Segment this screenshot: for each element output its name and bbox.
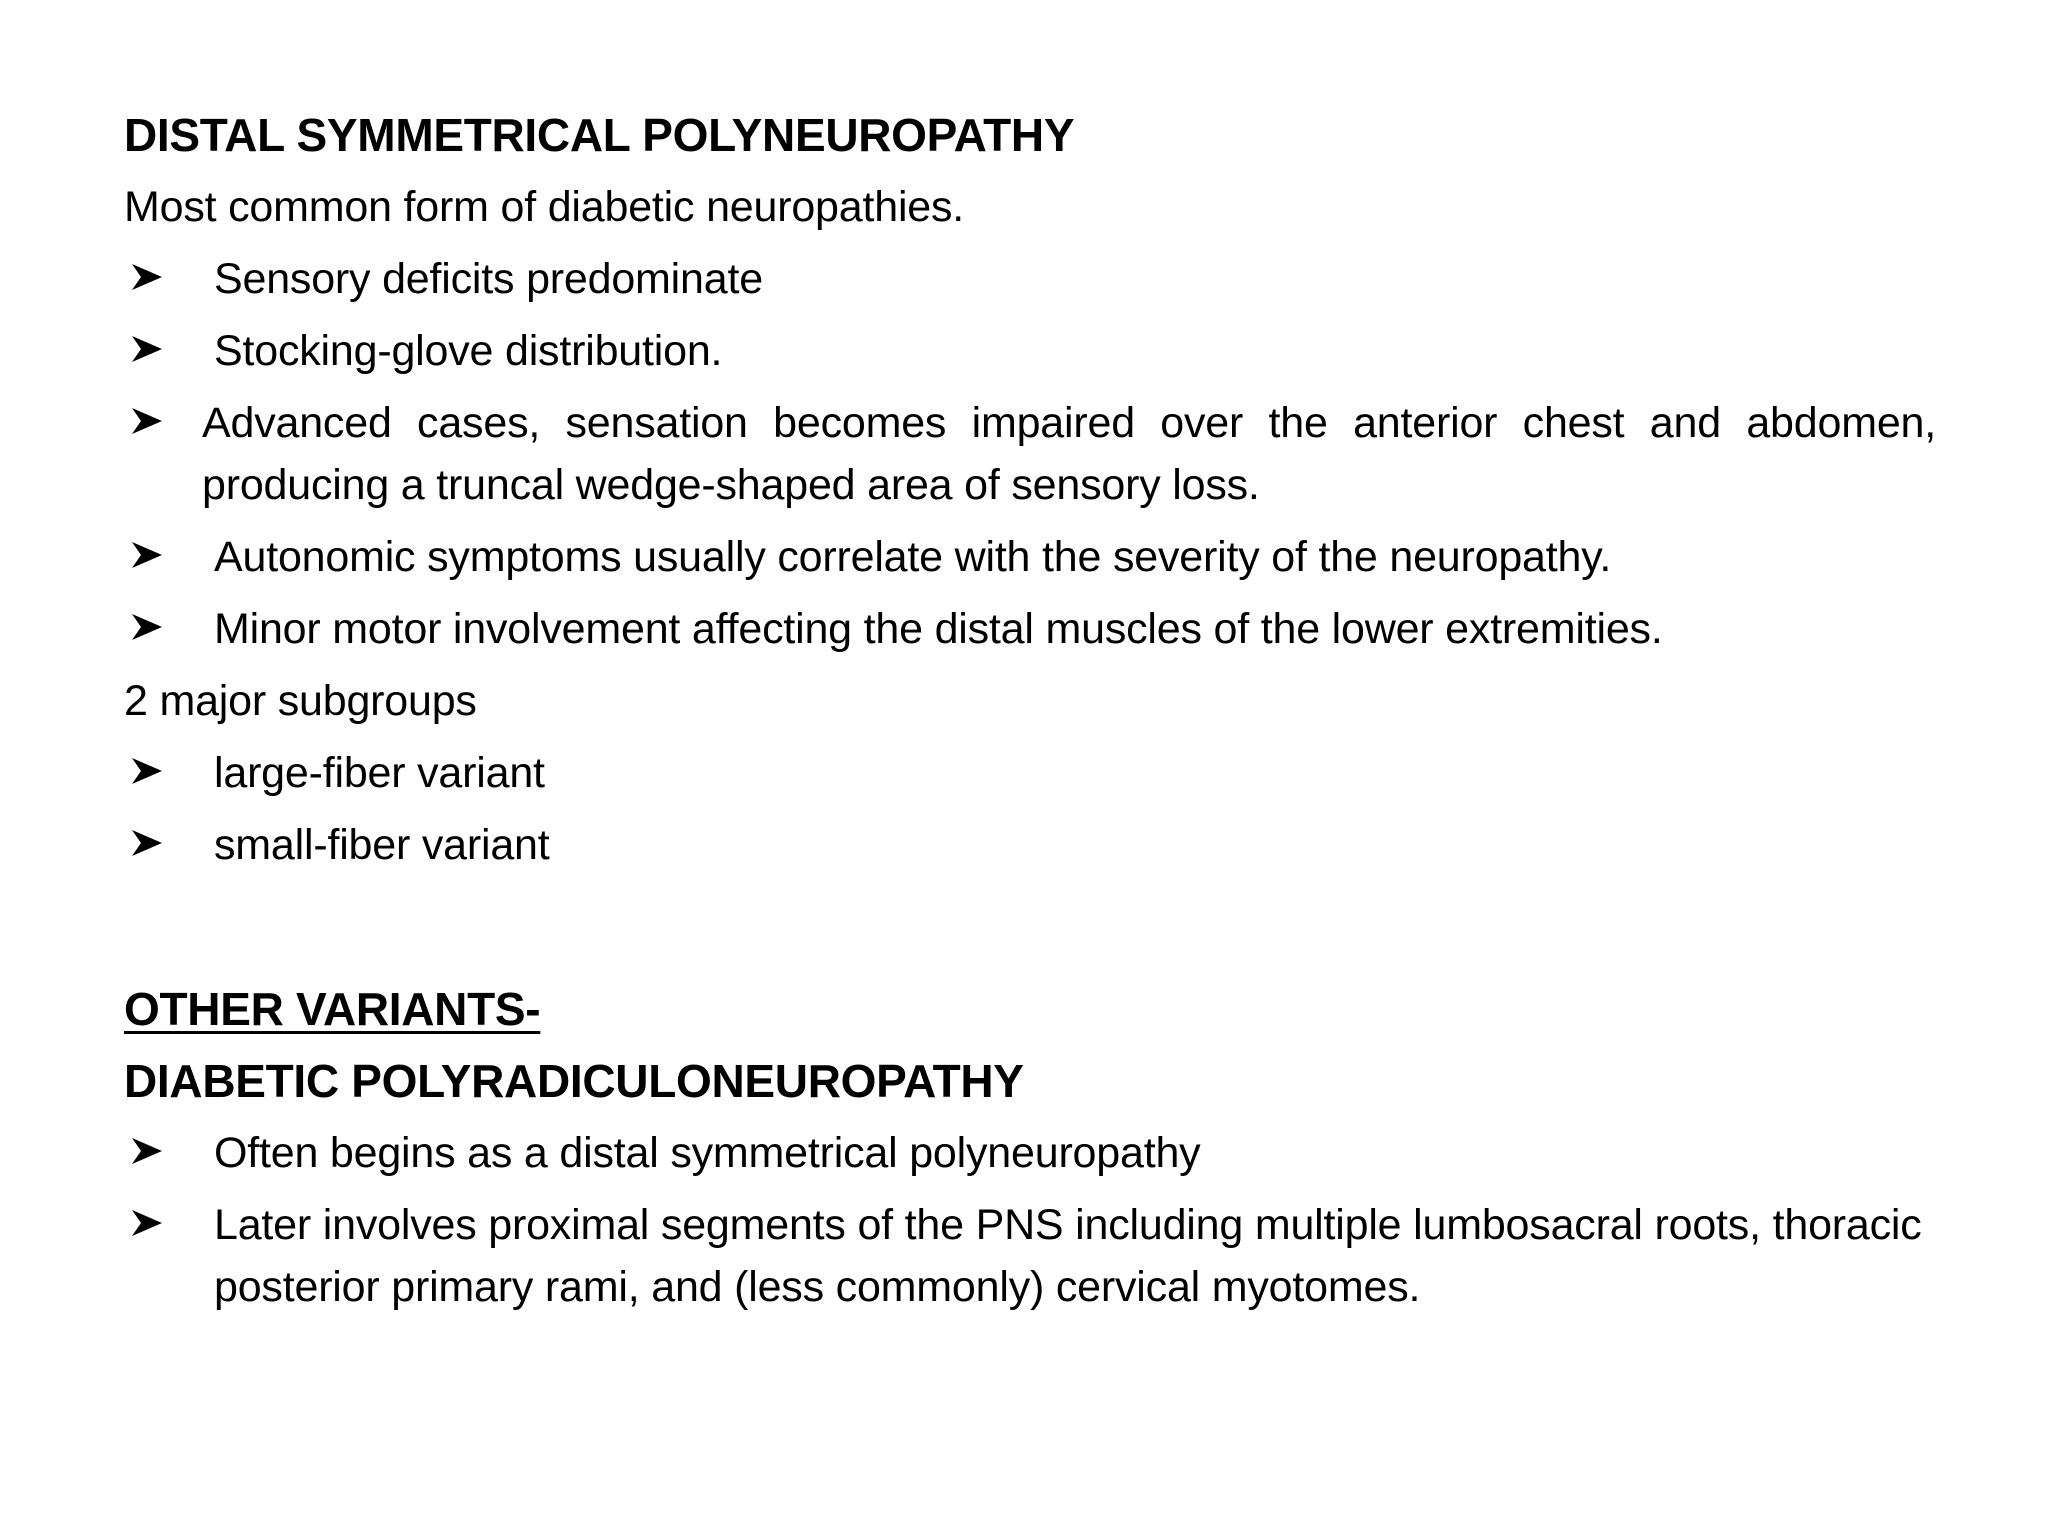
- subgroups-label: 2 major subgroups: [124, 677, 477, 725]
- subgroup-item: [124, 742, 1936, 804]
- bullet-text: Often begins as a distal symmetrical polyneuropathy: [214, 1129, 1201, 1177]
- bullet-item: [124, 526, 1936, 588]
- arrowhead-bullet-icon: [130, 828, 164, 858]
- bullet-item: [124, 1194, 1936, 1318]
- bullet-item: [124, 392, 1936, 516]
- bullet-text: Minor motor involvement affecting the distal muscles of the lower extremities.: [214, 605, 1663, 653]
- bullet-text: Stocking-glove distribution.: [214, 327, 723, 375]
- arrowhead-bullet-icon: [130, 612, 164, 642]
- bullet-text: Advanced cases, sensation becomes impaired over the anterior chest and abdomen, producing a truncal wedge-shaped area of sensory loss.: [202, 399, 1936, 509]
- arrowhead-bullet-icon: [130, 1136, 164, 1166]
- slide-content: [124, 104, 1936, 1328]
- section-heading-distal-symmetrical-polyneuropathy: DISTAL SYMMETRICAL POLYNEUROPATHY: [124, 109, 1075, 161]
- bullet-item: [124, 248, 1936, 310]
- arrowhead-bullet-icon: [130, 334, 164, 364]
- arrowhead-bullet-icon: [130, 1208, 164, 1238]
- bullet-text: Autonomic symptoms usually correlate with the severity of the neuropathy.: [214, 533, 1612, 581]
- bullet-item: [124, 598, 1936, 660]
- arrowhead-bullet-icon: [130, 756, 164, 786]
- bullet-text: Later involves proximal segments of the PNS including multiple lumbosacral roots, thoracic posterior primary rami, and (less commonly) cervical myotomes.: [214, 1201, 1922, 1311]
- subgroup-text: small-fiber variant: [214, 821, 550, 869]
- intro-text: Most common form of diabetic neuropathies.: [124, 183, 965, 231]
- subheading-diabetic-polyradiculoneuropathy: DIABETIC POLYRADICULONEUROPATHY: [124, 1055, 1024, 1107]
- section-spacer: [124, 886, 1936, 978]
- section-heading-other-variants: OTHER VARIANTS-: [124, 983, 541, 1035]
- arrowhead-bullet-icon: [130, 262, 164, 292]
- bullet-item: [124, 1122, 1936, 1184]
- arrowhead-bullet-icon: [130, 406, 164, 436]
- bullet-item: [124, 320, 1936, 382]
- subgroup-item: [124, 814, 1936, 876]
- arrowhead-bullet-icon: [130, 540, 164, 570]
- subgroup-text: large-fiber variant: [214, 749, 545, 797]
- bullet-text: Sensory deficits predominate: [214, 255, 763, 303]
